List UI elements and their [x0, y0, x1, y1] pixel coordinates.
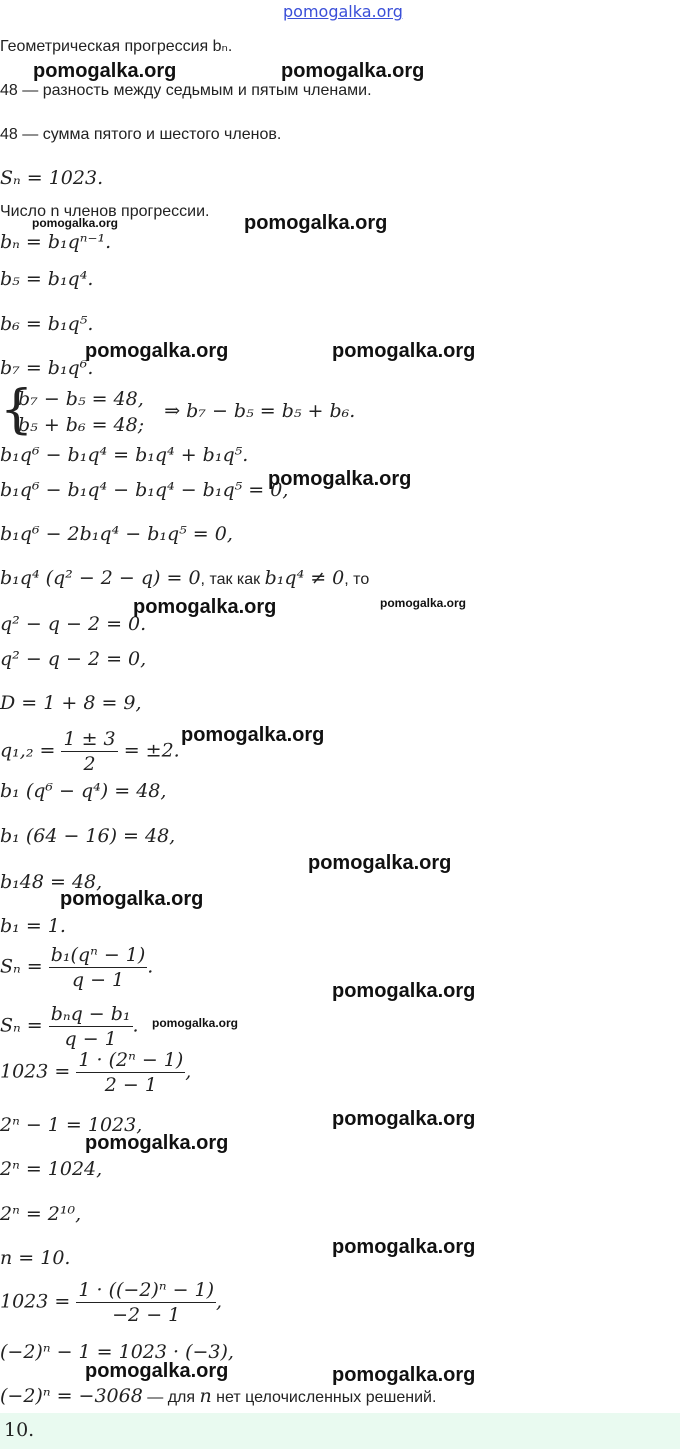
answer-value: 10.: [4, 1419, 35, 1441]
system-row: b₇ − b₅ = 48,: [18, 388, 144, 410]
watermark: pomogalka.org: [181, 724, 325, 746]
watermark: pomogalka.org: [332, 1364, 476, 1386]
solution-line: b₁ = 1.: [0, 915, 66, 937]
solution-line: bₙ = b₁qⁿ⁻¹.: [0, 231, 112, 253]
solution-line: 2ⁿ − 1 = 1023,: [0, 1114, 143, 1136]
solution-line: b₁q⁶ − b₁q⁴ = b₁q⁴ + b₁q⁵.: [0, 444, 249, 466]
watermark: pomogalka.org: [332, 340, 476, 362]
sum-equation: 1023 = $\frac{\text{1 · ((−2)ⁿ − 1)}}{-2 - 1}$ ,: [0, 1279, 223, 1326]
solution-line: n = 10.: [0, 1247, 71, 1269]
watermark: pomogalka.org: [85, 340, 229, 362]
solution-line: b₆ = b₁q⁵.: [0, 313, 94, 335]
solution-line: q² − q − 2 = 0.: [0, 613, 147, 635]
solution-line: D = 1 + 8 = 9,: [0, 692, 142, 714]
watermark: pomogalka.org: [332, 980, 476, 1002]
solution-line: 48 — сумма пятого и шестого членов.: [0, 126, 282, 143]
sum-formula: Sₙ = $\frac{\text{b₁(qⁿ − 1)}}{q - 1}$ .: [0, 944, 154, 991]
brace-icon: {: [0, 380, 34, 440]
solution-line: 48 — разность между седьмым и пятым членами.: [0, 82, 372, 99]
watermark: pomogalka.org: [85, 1132, 229, 1154]
watermark: pomogalka.org: [244, 212, 388, 234]
conclusion-line: (−2)ⁿ = −3068 — для n нет целочисленных решений.: [0, 1385, 437, 1407]
solution-line: b₁48 = 48,: [0, 871, 103, 893]
system-implication: ⇒ b₇ − b₅ = b₅ + b₆.: [164, 400, 356, 422]
site-link[interactable]: pomogalka.org: [283, 2, 403, 21]
solution-line: b₇ = b₁q⁶.: [0, 357, 94, 379]
solution-line: q² − q − 2 = 0,: [0, 648, 147, 670]
solution-line: b₁q⁶ − b₁q⁴ − b₁q⁴ − b₁q⁵ = 0,: [0, 479, 289, 501]
sum-equation: 1023 = $\frac{\text{1 · (2ⁿ − 1)}}{2 - 1}$ ,: [0, 1049, 192, 1096]
watermark: pomogalka.org: [268, 468, 412, 490]
factor-line: b₁q⁴ (q² − 2 − q) = 0, так как b₁q⁴ ≠ 0, то: [0, 567, 370, 589]
watermark: pomogalka.org: [281, 60, 425, 82]
watermark: pomogalka.org: [60, 888, 204, 910]
solution-line: b₁q⁶ − 2b₁q⁴ − b₁q⁵ = 0,: [0, 523, 233, 545]
solution-line: Sₙ = 1023.: [0, 167, 104, 189]
solution-line: 2ⁿ = 1024,: [0, 1158, 103, 1180]
solution-line: Геометрическая прогрессия bₙ.: [0, 38, 233, 55]
system-row: b₅ + b₆ = 48;: [18, 414, 145, 436]
watermark: pomogalka.org: [380, 596, 467, 610]
watermark: pomogalka.org: [32, 216, 119, 230]
sum-formula: Sₙ = $\frac{\text{bₙq − b₁}}{q - 1}$ .: [0, 1003, 139, 1050]
solution-line: (−2)ⁿ − 1 = 1023 · (−3),: [0, 1341, 234, 1363]
solution-line: b₁ (64 − 16) = 48,: [0, 825, 176, 847]
watermark: pomogalka.org: [332, 1108, 476, 1130]
watermark: pomogalka.org: [332, 1236, 476, 1258]
solution-line: Число n членов прогрессии.: [0, 203, 210, 220]
watermark: pomogalka.org: [308, 852, 452, 874]
equation-system: [0, 380, 356, 440]
watermark: pomogalka.org: [152, 1016, 239, 1030]
solution-line: b₅ = b₁q⁴.: [0, 268, 94, 290]
roots-formula: q₁,₂ = $\frac{1 \pm 3}{2}$ = ±2.: [0, 728, 180, 775]
solution-line: 2ⁿ = 2¹⁰,: [0, 1203, 82, 1225]
solution-line: b₁ (q⁶ − q⁴) = 48,: [0, 780, 167, 802]
answer-box: [0, 1413, 680, 1449]
watermark: pomogalka.org: [85, 1360, 229, 1382]
watermark: pomogalka.org: [33, 60, 177, 82]
watermark: pomogalka.org: [133, 596, 277, 618]
